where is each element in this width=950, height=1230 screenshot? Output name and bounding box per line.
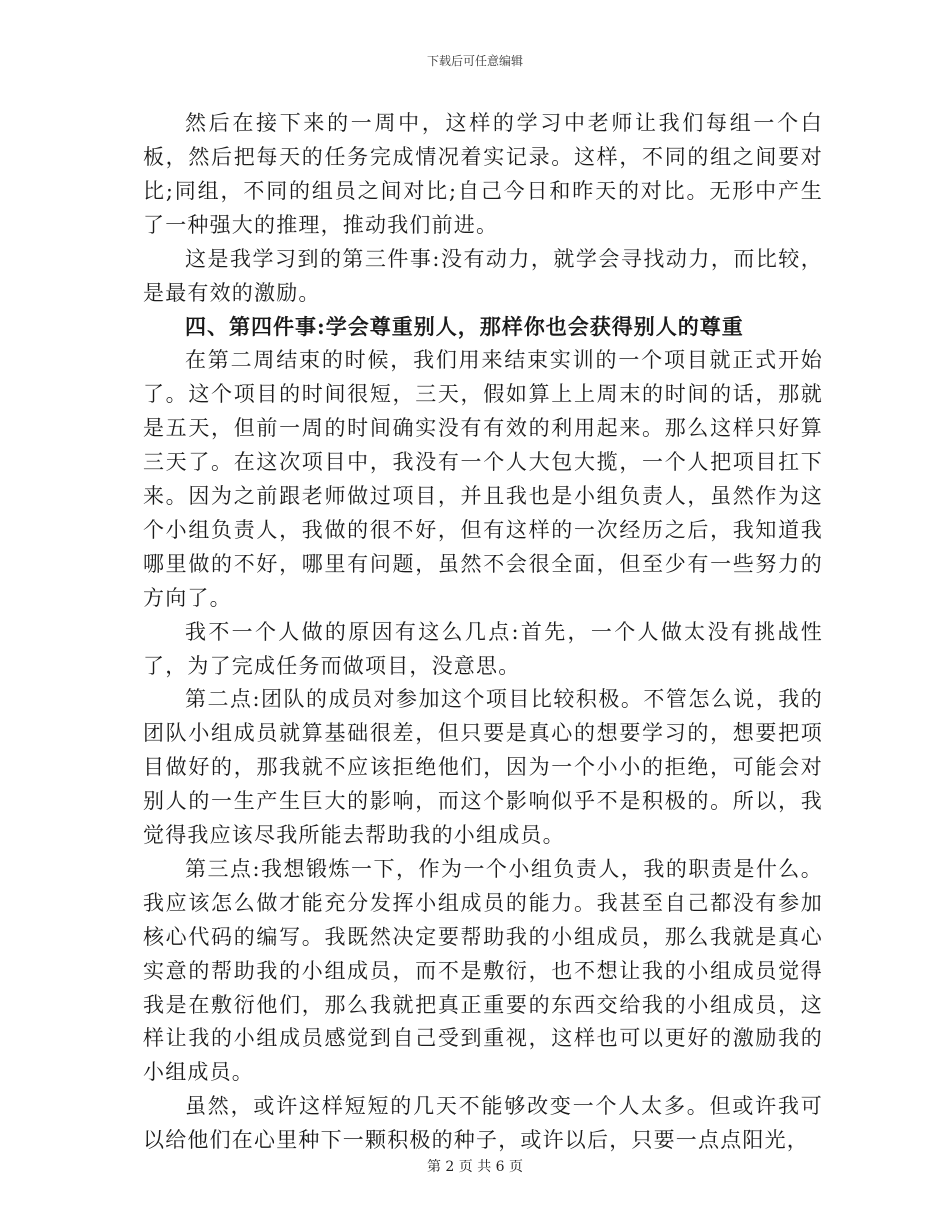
paragraph-closing: 虽然，或许这样短短的几天不能够改变一个人太多。但或许我可以给他们在心里种下一颗积极的种子，或许以后，只要一点点阳光，: [143, 1094, 823, 1153]
paragraph-whiteboard: 然后在接下来的一周中，这样的学习中老师让我们每组一个白板，然后把每天的任务完成情况着实记录。这样，不同的组之间要对比;同组，不同的组员之间对比;自己今日和昨天的对比。无形中产生了一种强大的推理，推动我们前进。: [143, 111, 823, 237]
section-heading-fourth-lesson: 四、第四件事:学会尊重别人，那样你也会获得别人的尊重: [185, 314, 744, 340]
paragraph-third-lesson: 这是我学习到的第三件事:没有动力，就学会寻找动力，而比较，是最有效的激励。: [143, 246, 823, 305]
paragraph-reasons-intro: 我不一个人做的原因有这么几点:首先，一个人做太没有挑战性了，为了完成任务而做项目，没意思。: [143, 619, 823, 678]
paragraph-project-start: 在第二周结束的时候，我们用来结束实训的一个项目就正式开始了。这个项目的时间很短，三天，假如算上上周末的时间的话，那就是五天，但前一周的时间确实没有有效的利用起来。那么这样只好算三天了。在这次项目中，我没有一个人大包大揽，一个人把项目扛下来。因为之前跟老师做过项目，并且我也是小组负责人，虽然作为这个小组负责人，我做的很不好，但有这样的一次经历之后，我知道我哪里做的不好，哪里有问题，虽然不会很全面，但至少有一些努力的方向了。: [143, 348, 823, 610]
paragraph-second-point: 第二点:团队的成员对参加这个项目比较积极。不管怎么说，我的团队小组成员就算基础很差，但只要是真心的想要学习的，想要把项目做好的，那我就不应该拒绝他们，因为一个小小的拒绝，可能会对别人的一生产生巨大的影响，而这个影响似乎不是积极的。所以，我觉得我应该尽我所能去帮助我的小组成员。: [143, 687, 823, 848]
page-number-footer: 第 2 页 共 6 页: [426, 1159, 524, 1175]
document-body: [143, 107, 823, 1158]
paragraph-third-point: 第三点:我想锻炼一下，作为一个小组负责人，我的职责是什么。我应该怎么做才能充分发挥小组成员的能力。我甚至自己都没有参加核心代码的编写。我既然决定要帮助我的小组成员，那么我就是真心实意的帮助我的小组成员，而不是敷衍，也不想让我的小组成员觉得我是在敷衍他们，那么我就把真正重要的东西交给我的小组成员，这样让我的小组成员感觉到自己受到重视，这样也可以更好的激励我的小组成员。: [143, 856, 823, 1085]
page-header: 下载后可任意编辑: [426, 54, 523, 68]
